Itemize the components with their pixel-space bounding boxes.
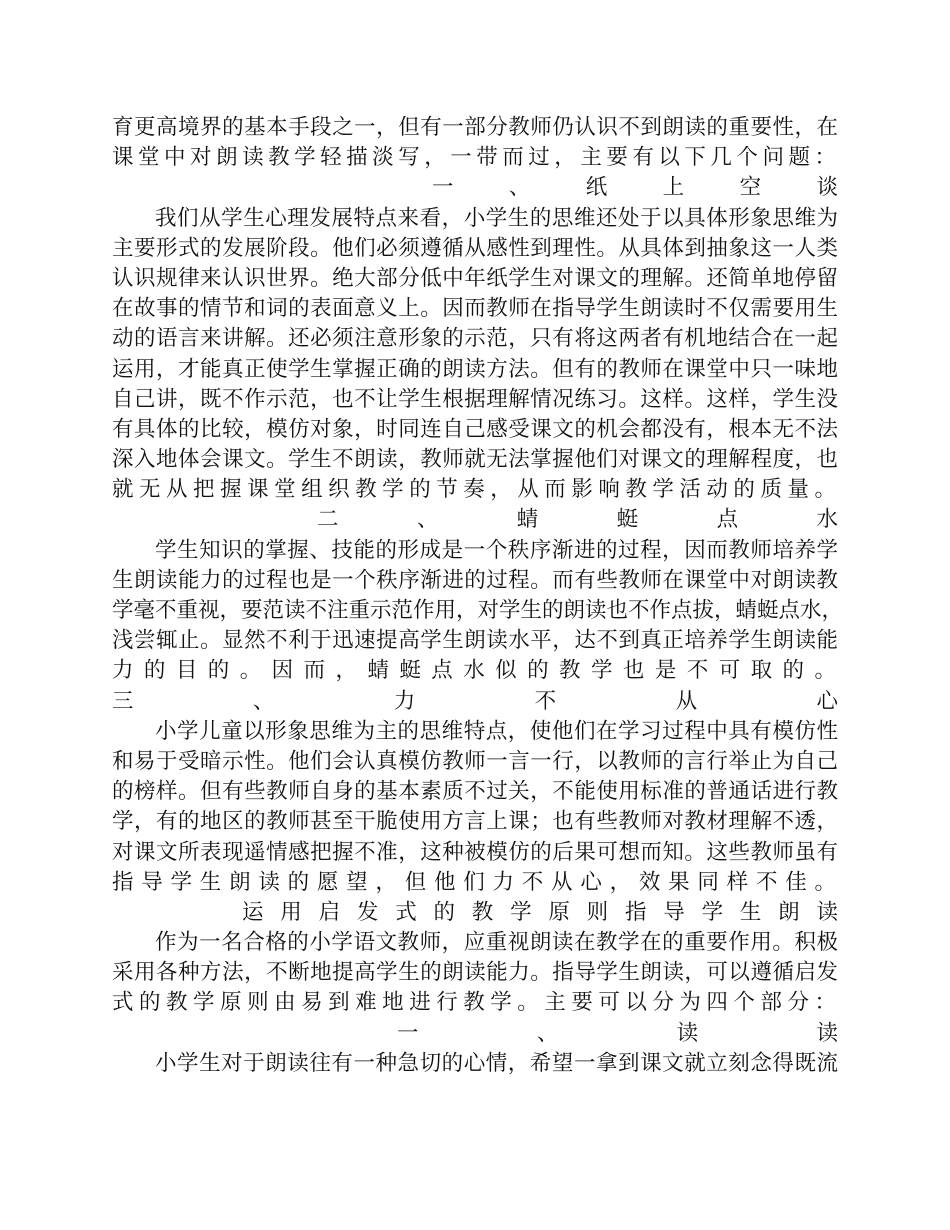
text-line: 指导学生朗读的愿望，但他们力不从心，效果同样不佳。: [112, 869, 838, 895]
heading-char: 学: [510, 899, 532, 925]
heading-char: 、: [536, 1020, 559, 1046]
heading-char: 的: [433, 899, 455, 925]
text-line: 对课文所表现遥情感把握不准，这种被模仿的后果可想而知。这些教师虽有: [112, 839, 838, 865]
section-heading: [112, 687, 838, 717]
text-line: 就无从把握课堂组织教学的节奏，从而影响教学活动的质量。: [112, 477, 838, 503]
heading-char: 指: [624, 899, 647, 925]
text-line: 的榜样。但有些教师自身的基本素质不过关，不能使用标准的普通话进行教: [112, 779, 838, 805]
text-line: 浅尝辄止。显然不利于迅速提高学生朗读水平，达不到真正培养学生朗读能: [112, 628, 838, 654]
text-line: 自己讲，既不作示范，也不让学生根据理解情况练习。这样。这样，学生没: [112, 386, 838, 412]
heading-char: 蜻: [516, 507, 539, 533]
heading-char: 点: [716, 507, 739, 533]
heading-char: 一: [397, 1020, 419, 1046]
heading-char: 读: [816, 1020, 838, 1046]
text-line: 有具体的比较，模仿对象，时同连自己感受课文的机会都没有，根本无不法: [112, 416, 838, 442]
heading-char: 运: [242, 899, 264, 925]
text-line: 我们从学生心理发展特点来看，小学生的思维还处于以具体形象思维为: [155, 205, 838, 231]
text-line: 小学生对于朗读往有一种急切的心情，希望一拿到课文就立刻念得既流: [155, 1050, 838, 1076]
heading-char: 谈: [816, 175, 838, 201]
text-line: 学毫不重视，要范读不注重示范作用，对学生的朗读也不作点拔，蜻蜓点水，: [112, 598, 844, 623]
text-line: 和易于受暗示性。他们会认真模仿教师一言一行，以教师的言行举止为自己: [112, 748, 838, 774]
heading-char: 三: [112, 688, 134, 714]
heading-char: 纸: [585, 175, 608, 201]
heading-char: 从: [675, 688, 698, 714]
heading-char: 不: [534, 688, 557, 714]
text-line: 采用各种方法，不断地提高学生的朗读能力。指导学生朗读，可以遵循启发: [112, 960, 838, 986]
text-line: 生朗读能力的过程也是一个秩序渐进的过程。而有些教师在课堂中对朗读教: [112, 567, 838, 593]
text-line: 育更高境界的基本手段之一，但有一部分教师仍认识不到朗读的重要性，在: [112, 115, 838, 140]
text-line: 力的目的。因而，蜻蜓点水似的教学也是不可取的。: [112, 658, 838, 684]
text-line: 运用，才能真正使学生掌握正确的朗读方法。但有的教师在课堂中只一味地: [112, 356, 838, 382]
section-heading: [112, 173, 838, 203]
heading-char: 发: [356, 899, 379, 925]
text-line: 动的语言来讲解。还必须注意形象的示范，只有将这两者有机地结合在一起: [112, 326, 838, 352]
heading-char: 式: [395, 899, 417, 925]
heading-char: 用: [280, 899, 302, 925]
text-line: 课堂中对朗读教学轻描淡写，一带而过，主要有以下几个问题：: [112, 145, 838, 171]
heading-char: 、: [416, 507, 439, 533]
heading-char: 原: [548, 899, 570, 925]
heading-char: 读: [676, 1020, 699, 1046]
heading-char: 则: [586, 899, 609, 925]
heading-char: 、: [508, 175, 531, 201]
heading-char: 空: [739, 175, 762, 201]
text-line: 在故事的情节和词的表面意义上。因而教师在指导学生朗读时不仅需要用生: [112, 296, 838, 322]
text-line: 式的教学原则由易到难地进行教学。主要可以分为四个部分：: [112, 990, 838, 1016]
heading-char: 一: [432, 175, 454, 201]
heading-char: 水: [816, 507, 838, 533]
heading-char: 朗: [778, 899, 800, 925]
heading-char: 读: [816, 899, 838, 925]
text-line: 作为一名合格的小学语文教师，应重视朗读在教学在的重要作用。积极: [155, 930, 838, 956]
heading-char: 导: [663, 899, 685, 925]
heading-char: 二: [317, 507, 339, 533]
text-line: 主要形式的发展阶段。他们必须遵循从感性到理性。从具体到抽象这一人类: [112, 235, 838, 261]
text-line: 深入地体会课文。学生不朗读，教师就无法掌握他们对课文的理解程度，也: [112, 447, 838, 473]
section-heading: [112, 1019, 838, 1049]
heading-char: 学: [701, 899, 724, 925]
heading-char: 教: [471, 899, 494, 925]
heading-char: 蜓: [616, 507, 639, 533]
section-heading: [112, 505, 838, 535]
heading-char: 生: [739, 899, 762, 925]
text-line: 认识规律来认识世界。绝大部分低中年纸学生对课文的理解。还简单地停留: [112, 265, 838, 291]
heading-char: 、: [252, 688, 275, 714]
heading-char: 心: [816, 688, 838, 714]
text-line: 小学儿童以形象思维为主的思维特点，使他们在学习过程中具有模仿性: [155, 718, 838, 744]
heading-char: 力: [393, 688, 416, 714]
document-page: [112, 113, 844, 1079]
heading-char: 上: [662, 175, 685, 201]
heading-char: 启: [318, 899, 341, 925]
section-heading: [112, 898, 838, 928]
text-line: 学生知识的掌握、技能的形成是一个秩序渐进的过程，因而教师培养学: [155, 537, 838, 563]
text-line: 学，有的地区的教师甚至干脆使用方言上课；也有些教师对教材理解不透，: [112, 809, 838, 835]
